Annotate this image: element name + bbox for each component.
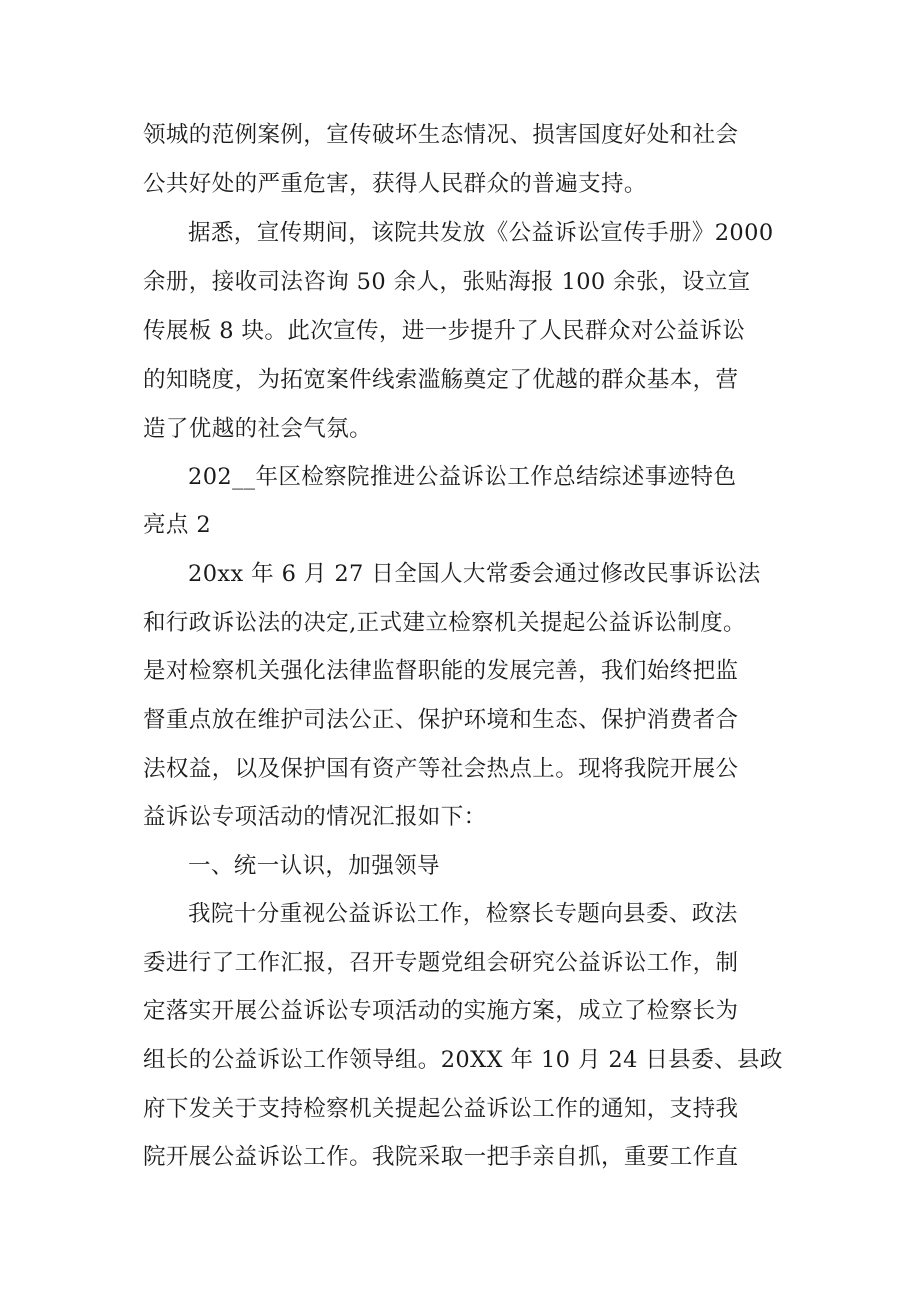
text-line: 督重点放在维护司法公正、保护环境和生态、保护消费者合 bbox=[143, 707, 739, 733]
text-line: 余册，接收司法咨询 50 余人，张贴海报 100 余张，设立宣 bbox=[143, 269, 751, 295]
text-line: 定落实开展公益诉讼专项活动的实施方案，成立了检察长为 bbox=[143, 998, 739, 1024]
text-line: 20xx 年 6 月 27 日全国人大常委会通过修改民事诉讼法 bbox=[188, 561, 761, 587]
text-line: 组长的公益诉讼工作领导组。20XX 年 10 月 24 日县委、县政 bbox=[143, 1047, 783, 1073]
text-line: 领城的范例案例，宣传破坏生态情况、损害国度好处和社会 bbox=[143, 122, 739, 148]
text-line: 的知晓度，为拓宽案件线索滥觞奠定了优越的群众基本，营 bbox=[143, 367, 739, 393]
text-line: 法权益，以及保护国有资产等社会热点上。现将我院开展公 bbox=[143, 756, 739, 782]
text-line: 公共好处的严重危害，获得人民群众的普遍支持。 bbox=[143, 171, 647, 197]
text-line: 我院十分重视公益诉讼工作，检察长专题向县委、政法 bbox=[188, 901, 738, 927]
text-line: 造了优越的社会气氛。 bbox=[143, 416, 373, 442]
text-line: 和行政诉讼法的决定,正式建立检察机关提起公益诉讼制度。 bbox=[143, 610, 746, 636]
section-heading: 202__年区检察院推进公益诉讼工作总结综述事迹特色 bbox=[188, 464, 737, 490]
text-line: 院开展公益诉讼工作。我院采取一把手亲自抓，重要工作直 bbox=[143, 1144, 739, 1170]
text-line: 据悉，宣传期间，该院共发放《公益诉讼宣传手册》2000 bbox=[188, 220, 774, 246]
section-heading: 亮点 2 bbox=[143, 512, 212, 538]
text-line: 委进行了工作汇报，召开专题党组会研究公益诉讼工作，制 bbox=[143, 950, 739, 976]
text-line: 是对检察机关强化法律监督职能的发展完善，我们始终把监 bbox=[143, 658, 739, 684]
text-line: 府下发关于支持检察机关提起公益诉讼工作的通知，支持我 bbox=[143, 1096, 739, 1122]
text-line: 益诉讼专项活动的情况汇报如下： bbox=[143, 804, 487, 830]
text-line: 传展板 8 块。此次宣传，进一步提升了人民群众对公益诉讼 bbox=[143, 318, 746, 344]
subheading: 一、统一认识，加强领导 bbox=[188, 853, 440, 879]
